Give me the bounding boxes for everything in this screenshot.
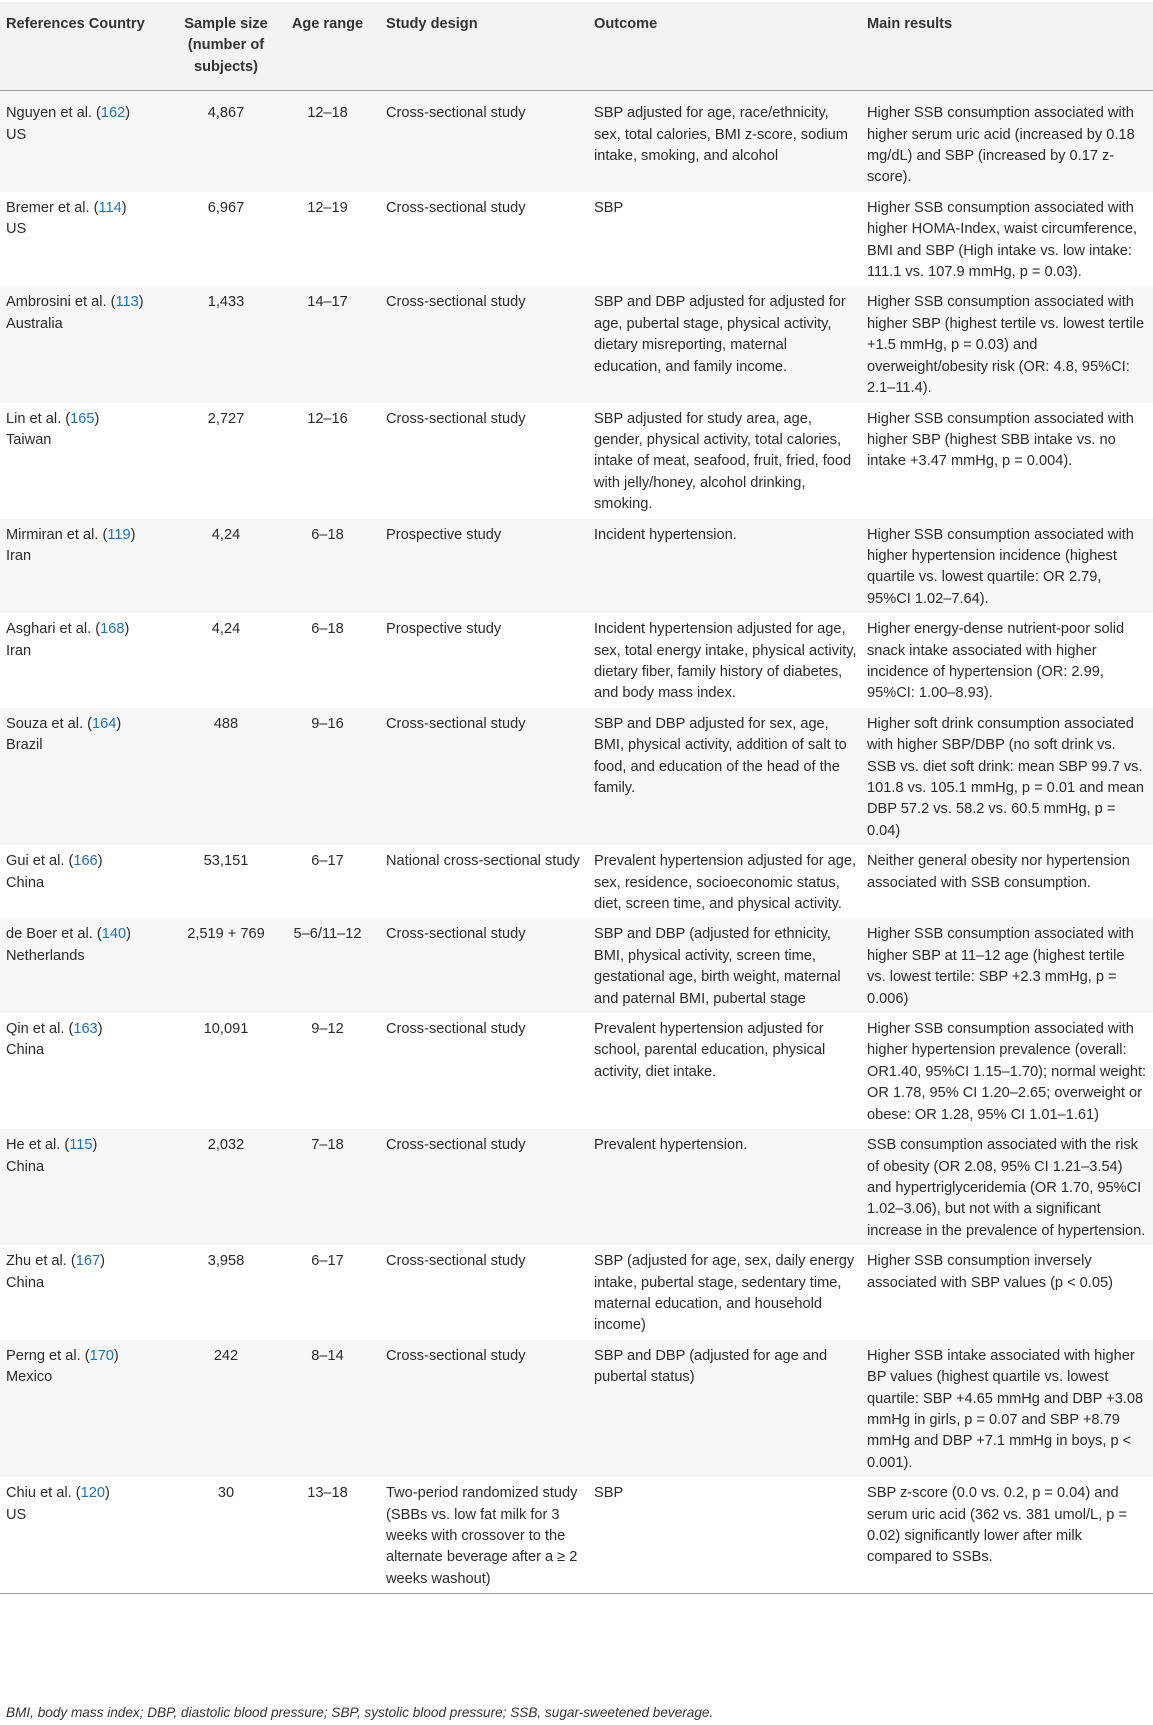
- outcome-cell: SBP: [594, 1485, 624, 1502]
- reference-author: Souza et al. (: [6, 715, 92, 732]
- main-results-cell: Higher soft drink consumption associated with higher SBP/DBP (no soft drink vs. SSB vs. diet soft drink: mean SBP 99.7 vs. 101.8 vs. 105.1 mmHg, p = 0.01 and mean DBP 57.2 vs. 58.2 vs. 60.5 mmHg, p = 0.04): [867, 715, 1145, 839]
- reference-author: Bremer et al. (: [6, 199, 99, 216]
- age-range-cell: 6–18: [311, 621, 344, 638]
- reference-close: ): [125, 105, 131, 122]
- outcome-cell: SBP and DBP adjusted for sex, age, BMI, physical activity, addition of salt to food, and education of the head of the family.: [594, 715, 847, 796]
- main-results-cell: Higher energy-dense nutrient-poor solid snack intake associated with higher incidence of hypertension (OR: 2.99, 95%CI: 1.00–8.93).: [867, 621, 1125, 702]
- reference-cell: [0, 1477, 171, 1594]
- reference-close: ): [124, 621, 130, 638]
- country: Mexico: [6, 1369, 53, 1386]
- country: US: [6, 1506, 27, 1523]
- main-results-cell: Higher SSB consumption associated with higher SBP at 11–12 age (highest tertile vs. lowest tertile: SBP +2.3 mmHg, p = 0.006): [867, 926, 1134, 1007]
- study-design-cell: Cross-sectional study: [386, 1137, 526, 1154]
- sample-size-cell: 4,867: [207, 105, 245, 122]
- reference-close: ): [97, 1021, 103, 1038]
- reference-author: de Boer et al. (: [6, 926, 102, 943]
- main-results-cell: Higher SSB consumption associated with higher serum uric acid (increased by 0.18 mg/dL) and SBP (increased by 0.17 z-score).: [867, 105, 1135, 186]
- main-results-cell: Higher SSB consumption associated with higher SBP (highest tertile vs. lowest tertile +1.5 mmHg, p = 0.03) and overweight/obesity risk (OR: 4.8, 95%CI: 2.1–11.4).: [867, 294, 1145, 397]
- reference-author: Chiu et al. (: [6, 1485, 81, 1502]
- sample-size-cell: 3,958: [207, 1253, 245, 1270]
- reference-author: Nguyen et al. (: [6, 105, 101, 122]
- reference-link[interactable]: 165: [70, 410, 95, 427]
- table-row: [0, 1477, 1153, 1594]
- reference-cell: [0, 613, 171, 708]
- study-design-cell: Cross-sectional study: [386, 294, 526, 311]
- country: Iran: [6, 547, 32, 564]
- age-range-cell: 8–14: [311, 1347, 344, 1364]
- country: China: [6, 1042, 45, 1059]
- age-range-cell: 12–18: [307, 105, 348, 122]
- studies-table: [0, 2, 1153, 1594]
- age-range-cell: 6–17: [311, 853, 344, 870]
- age-range-cell: 14–17: [307, 294, 348, 311]
- reference-close: ): [104, 1485, 110, 1502]
- table-row: [0, 519, 1153, 614]
- study-design-cell: Cross-sectional study: [386, 1253, 526, 1270]
- reference-close: ): [121, 199, 127, 216]
- age-range-cell: 9–12: [311, 1021, 344, 1038]
- reference-cell: [0, 286, 171, 402]
- outcome-cell: Prevalent hypertension adjusted for school, parental education, physical activity, diet intake.: [594, 1021, 826, 1080]
- country: Netherlands: [6, 947, 85, 964]
- reference-cell: [0, 1340, 171, 1477]
- study-design-cell: Prospective study: [386, 621, 502, 638]
- reference-author: Zhu et al. (: [6, 1253, 76, 1270]
- reference-link[interactable]: 162: [100, 105, 126, 122]
- reference-link[interactable]: 120: [80, 1485, 105, 1502]
- reference-cell: [0, 1129, 171, 1245]
- country: Taiwan: [6, 431, 52, 448]
- sample-size-cell: 53,151: [203, 853, 249, 870]
- outcome-cell: SBP and DBP adjusted for adjusted for age, pubertal stage, physical activity, dietary misreporting, maternal education, and family income.: [594, 294, 846, 375]
- age-range-cell: 12–19: [307, 199, 348, 216]
- country: Brazil: [6, 737, 43, 754]
- reference-author: Ambrosini et al. (: [6, 294, 116, 311]
- outcome-cell: Incident hypertension adjusted for age, sex, total energy intake, physical activity, dietary fiber, family history of diabetes, and body mass index.: [594, 621, 857, 702]
- reference-link[interactable]: 167: [75, 1253, 101, 1270]
- country: Iran: [6, 642, 32, 659]
- sample-size-cell: 2,032: [207, 1137, 245, 1154]
- header-main-results: Main results: [867, 16, 953, 32]
- reference-close: ): [100, 1253, 105, 1270]
- sample-size-cell: 488: [213, 715, 239, 732]
- reference-link[interactable]: 164: [92, 715, 117, 732]
- sample-size-cell: 2,727: [207, 410, 245, 427]
- reference-cell: [0, 1013, 171, 1129]
- reference-close: ): [97, 853, 103, 870]
- header-sample-size: Sample size (number of subjects): [184, 16, 268, 75]
- reference-link[interactable]: 170: [89, 1347, 114, 1364]
- reference-cell: [0, 192, 171, 287]
- reference-link[interactable]: 166: [73, 853, 98, 870]
- age-range-cell: 9–16: [311, 715, 344, 732]
- reference-link[interactable]: 119: [107, 526, 131, 543]
- reference-close: ): [94, 410, 100, 427]
- age-range-cell: 12–16: [307, 410, 348, 427]
- age-range-cell: 6–18: [311, 526, 344, 543]
- table-header-row: [0, 2, 1153, 91]
- country: China: [6, 874, 45, 891]
- country: Australia: [6, 315, 63, 332]
- study-design-cell: Two-period randomized study (SBBs vs. low fat milk for 3 weeks with crossover to the alternate beverage after a ≥ 2 weeks washout): [386, 1485, 578, 1587]
- outcome-cell: Prevalent hypertension.: [594, 1137, 748, 1154]
- table-row: [0, 918, 1153, 1013]
- main-results-cell: SSB consumption associated with the risk of obesity (OR 2.08, 95% CI 1.21–3.54) and hypertriglyceridemia (OR 1.70, 95%CI 1.02–3.06), but not with a significant increase in the prevalence of hypertension.: [867, 1137, 1146, 1239]
- reference-author: He et al. (: [6, 1137, 70, 1154]
- reference-link[interactable]: 163: [73, 1021, 98, 1038]
- age-range-cell: 6–17: [311, 1253, 344, 1270]
- table-body: [0, 91, 1153, 1594]
- study-design-cell: Cross-sectional study: [386, 926, 526, 943]
- reference-link[interactable]: 140: [101, 926, 127, 943]
- reference-author: Mirmiran et al. (: [6, 526, 108, 543]
- country: US: [6, 126, 27, 143]
- country: China: [6, 1158, 45, 1175]
- reference-author: Asghari et al. (: [6, 621, 101, 638]
- reference-cell: [0, 918, 171, 1013]
- table-row: [0, 1129, 1153, 1245]
- header-outcome: Outcome: [594, 16, 658, 32]
- reference-close: ): [138, 294, 144, 311]
- outcome-cell: SBP (adjusted for age, sex, daily energy intake, pubertal stage, sedentary time, maternal education, and household income): [594, 1253, 855, 1334]
- main-results-cell: Higher SSB consumption associated with higher hypertension incidence (highest quartile vs. lowest quartile: OR 2.79, 95%CI 1.02–7.64).: [867, 526, 1134, 607]
- reference-link[interactable]: 113: [115, 294, 139, 311]
- main-results-cell: SBP z-score (0.0 vs. 0.2, p = 0.04) and serum uric acid (362 vs. 381 umol/L, p = 0.02) significantly lower after milk compared to SSBs.: [867, 1485, 1127, 1566]
- sample-size-cell: 242: [213, 1347, 239, 1364]
- reference-close: ): [126, 926, 131, 943]
- reference-author: Lin et al. (: [6, 410, 71, 427]
- study-design-cell: Cross-sectional study: [386, 199, 526, 216]
- outcome-cell: SBP and DBP (adjusted for ethnicity, BMI, physical activity, screen time, gestational age, birth weight, maternal and paternal BMI, pubertal stage: [594, 926, 841, 1007]
- table-row: [0, 845, 1153, 918]
- main-results-cell: Higher SSB consumption inversely associated with SBP values (p < 0.05): [867, 1253, 1113, 1291]
- table-footnote: BMI, body mass index; DBP, diastolic blood pressure; SBP, systolic blood pressure; SSB, sugar-sweetened beverage.: [6, 1705, 714, 1720]
- age-range-cell: 7–18: [311, 1137, 344, 1154]
- reference-cell: [0, 519, 171, 614]
- study-design-cell: Cross-sectional study: [386, 715, 526, 732]
- reference-cell: [0, 845, 171, 918]
- reference-author: Gui et al. (: [6, 853, 74, 870]
- reference-close: ): [130, 526, 136, 543]
- header-study-design: Study design: [386, 16, 478, 32]
- reference-link[interactable]: 115: [69, 1137, 93, 1154]
- main-results-cell: Higher SSB intake associated with higher BP values (highest quartile vs. lowest quartile: SBP +4.65 mmHg and DBP +3.08 mmHg in girls, p = 0.07 and SBP +8.79 mmHg and DBP +7.1 mmHg in boys, p < 0.001).: [867, 1347, 1144, 1471]
- reference-close: ): [92, 1137, 98, 1154]
- outcome-cell: SBP adjusted for study area, age, gender, physical activity, total calories, intake of meat, seafood, fruit, fried, food with jelly/honey, alcohol drinking, smoking.: [594, 410, 852, 513]
- reference-cell: [0, 403, 171, 519]
- table-row: [0, 91, 1153, 192]
- reference-cell: [0, 708, 171, 845]
- sample-size-cell: 10,091: [203, 1021, 249, 1038]
- reference-close: ): [116, 715, 122, 732]
- sample-size-cell: 2,519 + 769: [187, 926, 265, 943]
- table-row: [0, 613, 1153, 708]
- study-design-cell: Cross-sectional study: [386, 1021, 526, 1038]
- outcome-cell: Prevalent hypertension adjusted for age, sex, residence, socioeconomic status, diet, screen time, and physical activity.: [594, 853, 857, 913]
- reference-link[interactable]: 114: [98, 199, 122, 216]
- table-row: [0, 192, 1153, 287]
- age-range-cell: 13–18: [307, 1485, 348, 1502]
- reference-link[interactable]: 168: [100, 621, 125, 638]
- main-results-cell: Neither general obesity nor hypertension associated with SSB consumption.: [867, 853, 1130, 891]
- table-row: [0, 403, 1153, 519]
- country: US: [6, 221, 27, 238]
- main-results-cell: Higher SSB consumption associated with higher hypertension prevalence (overall: OR1.40, 95%CI 1.15–1.70); normal weight: OR 1.78, 95% CI 1.20–2.65; overweight or obese: OR 1.28, 95% CI 1.01–1.61): [867, 1021, 1147, 1123]
- outcome-cell: SBP and DBP (adjusted for age and pubertal status): [594, 1347, 828, 1386]
- header-age-range: Age range: [291, 16, 364, 32]
- outcome-cell: Incident hypertension.: [594, 526, 737, 543]
- sample-size-cell: 4,24: [211, 621, 241, 638]
- study-design-cell: Cross-sectional study: [386, 105, 526, 122]
- outcome-cell: SBP: [594, 199, 624, 216]
- country: China: [6, 1274, 45, 1291]
- study-design-cell: Cross-sectional study: [386, 410, 526, 427]
- reference-author: Perng et al. (: [6, 1347, 90, 1364]
- reference-cell: [0, 91, 171, 192]
- age-range-cell: 5–6/11–12: [293, 926, 362, 943]
- reference-close: ): [113, 1347, 119, 1364]
- sample-size-cell: 4,24: [211, 526, 241, 543]
- study-design-cell: Cross-sectional study: [386, 1347, 526, 1364]
- outcome-cell: SBP adjusted for age, race/ethnicity, sex, total calories, BMI z-score, sodium intake, smoking, and alcohol: [594, 105, 848, 165]
- table-row: [0, 708, 1153, 845]
- table-row: [0, 1013, 1153, 1129]
- main-results-cell: Higher SSB consumption associated with higher HOMA-Index, waist circumference, BMI and SBP (High intake vs. low intake: 111.1 vs. 107.9 mmHg, p = 0.03).: [867, 199, 1138, 281]
- sample-size-cell: 1,433: [207, 294, 245, 311]
- table-row: [0, 1340, 1153, 1477]
- sample-size-cell: 6,967: [207, 199, 245, 216]
- sample-size-cell: 30: [217, 1485, 235, 1502]
- reference-author: Qin et al. (: [6, 1021, 74, 1038]
- study-design-cell: National cross-sectional study: [386, 853, 580, 870]
- header-references-country: References Country: [6, 16, 145, 32]
- study-design-cell: Prospective study: [386, 526, 502, 543]
- reference-cell: [0, 1245, 171, 1340]
- table-row: [0, 286, 1153, 402]
- main-results-cell: Higher SSB consumption associated with higher SBP (highest SBB intake vs. no intake +3.47 mmHg, p = 0.004).: [867, 410, 1134, 470]
- table-row: [0, 1245, 1153, 1340]
